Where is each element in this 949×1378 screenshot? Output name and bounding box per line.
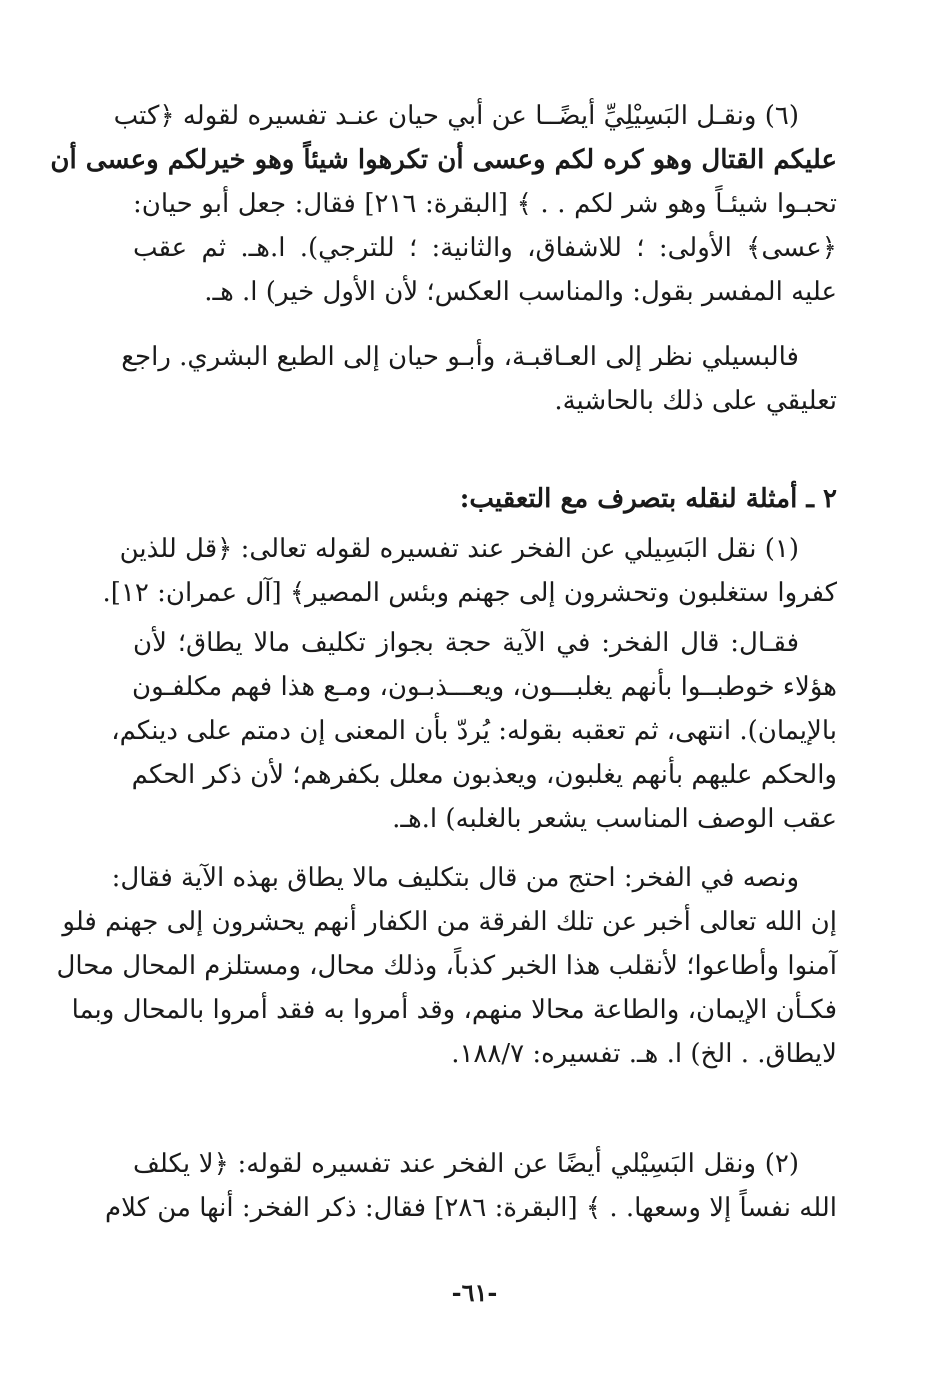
paragraph-2-fakhr: [104, 1142, 837, 1230]
text-line: (٦) ونقـل البَسِيْلِيِّ أيضًــا عن أبي حيان عنـد تفسيره لقوله ﴿كتب: [113, 101, 799, 131]
text-line: كفروا ستغلبون وتحشرون إلى جهنم وبئس المصير﴾ [آل عمران: ١٢].: [102, 578, 837, 608]
text-line: (١) نقل البَسِيلي عن الفخر عند تفسيره لقوله تعالى: ﴿قل للذين: [119, 534, 799, 564]
text-line: فكـأن الإيمان، والطاعة محالا منهم، وقد أمروا به فقد أمروا بالمحال وبما: [71, 995, 837, 1025]
text-line: عقب الوصف المناسب يشعر بالغلبه) ا.هـ.: [392, 804, 837, 834]
text-line: آمنوا وأطاعوا؛ لأنقلب هذا الخبر كذباً، وذلك محال، ومستلزم المحال محال: [56, 951, 837, 981]
paragraph-1-fakhr: [102, 527, 837, 615]
paragraph-comparison: [121, 335, 837, 423]
page-number: -٦١-: [451, 1278, 498, 1307]
text-line: فقـال: قال الفخر: في الآية حجة بجواز تكليف مالا يطاق؛ لأن: [133, 628, 799, 658]
paragraph-fakhr-quote: [111, 621, 837, 841]
text-line: فالبسيلي نظر إلى العـاقبـة، وأبـو حيان إلى الطبع البشري. راجع: [121, 342, 799, 372]
section-heading: [133, 477, 837, 521]
text-line: عليه المفسر بقول: والمناسب العكس؛ لأن الأول خير) ا. هـ.: [204, 277, 837, 307]
text-line: تعليقي على ذلك بالحاشية.: [554, 386, 837, 416]
text-line: إن الله تعالى أخبر عن تلك الفرقة من الكفار أنهم يحشرون إلى جهنم فلو: [62, 907, 837, 937]
text-line: بالإيمان). انتهى، ثم تعقبه بقوله: يُردّ بأن المعنى إن دمتم على دينكم،: [111, 716, 837, 746]
paragraph-6-abu-hayyan: [50, 94, 837, 314]
text-line: والحكم عليهم بأنهم يغلبون، ويعذبون معلل بكفرهم؛ لأن ذكر الحكم: [131, 760, 837, 790]
paragraph-fakhr-text: [56, 856, 837, 1076]
text-line: عليكم القتال وهو كره لكم وعسى أن تكرهوا شيئاً وهو خيرلكم وعسى أن: [50, 145, 837, 175]
text-line: تحبـوا شيئـاً وهو شر لكم . . ﴾ [البقرة: ٢١٦] فقال: جعل أبو حيان:: [133, 189, 837, 219]
text-line: لايطاق. . الخ) ا. هـ. تفسيره: ١٨٨/٧.: [451, 1039, 837, 1069]
text-line: (٢) ونقل البَسِيْلي أيضًا عن الفخر عند تفسيره لقوله: ﴿لا يكلف: [133, 1149, 799, 1179]
heading-text: ٢ ـ أمثلة لنقله بتصرف مع التعقيب:: [459, 484, 837, 514]
text-line: الله نفساً إلا وسعها. . ﴾ [البقرة: ٢٨٦] فقال: ذكر الفخر: أنها من كلام: [104, 1193, 837, 1223]
text-line: ﴿عسى﴾ الأولى: ؛ للاشفاق، والثانية: ؛ للترجي). ا.هـ. ثم عقب: [133, 233, 837, 263]
text-line: هؤلاء خوطبــوا بأنهم يغلبـــون، ويعـــذبـون، ومـع هذا فهم مكلفـون: [132, 672, 837, 702]
text-line: ونصه في الفخر: احتج من قال بتكليف مالا يطاق بهذه الآية فقال:: [111, 863, 799, 893]
